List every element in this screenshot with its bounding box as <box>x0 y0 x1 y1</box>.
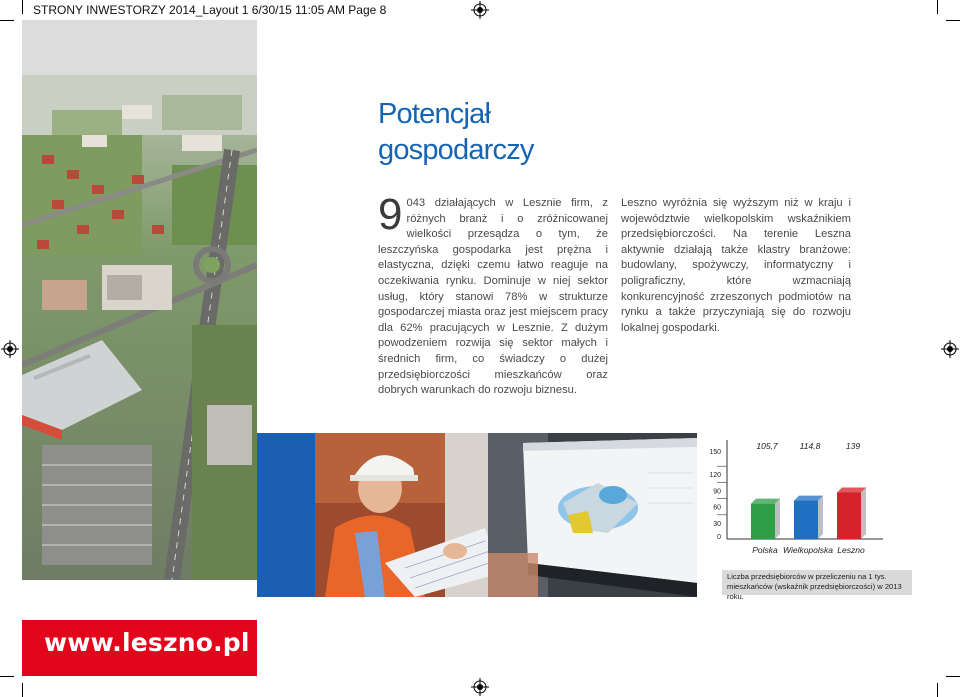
crop-mark <box>937 0 938 14</box>
bar-value-label: 139 <box>845 441 861 451</box>
chart-caption: Liczba przedsiębiorców w przeliczeniu na 1 tys. mieszkańców (wskaźnik przedsiębiorczości) w 2013 roku. <box>727 572 902 601</box>
registration-mark-icon <box>471 678 489 696</box>
bar <box>751 504 775 539</box>
aerial-city-photo <box>22 75 257 580</box>
monitor-photo <box>488 433 697 597</box>
body-column-2 <box>621 196 851 336</box>
body-column-1 <box>378 190 608 399</box>
crop-mark <box>937 683 938 697</box>
body-paragraph-2: Leszno wyróżnia się wyższym niż w kraju i województwie wielkopolskim wskaźnikiem przedsiębiorczości. Na terenie Leszna aktywnie działają także klastry branżowe: budowlany, spożywczy, informatyczny i poligraficzny, które wzmacniają konkurencyjność zrzeszonych podmiotów na rynku a także przyczyniają się do rozwoju lokalnej gospodarki. <box>621 197 851 334</box>
crop-mark <box>22 683 23 697</box>
y-tick-label: 0 <box>717 534 721 541</box>
bar <box>837 492 861 539</box>
x-category-label: Wielkopolska <box>783 545 833 555</box>
registration-mark-icon <box>471 1 489 19</box>
grey-header-block <box>22 20 257 75</box>
crop-mark <box>0 676 14 677</box>
drop-cap: 9 <box>378 190 403 239</box>
x-category-label: Leszno <box>837 545 865 555</box>
bar-top <box>837 487 866 492</box>
crop-mark <box>22 0 23 14</box>
bar-side <box>861 487 866 539</box>
y-tick-label: 150 <box>709 449 721 456</box>
y-tick-label: 90 <box>713 488 721 496</box>
bar-top <box>794 496 823 501</box>
body-paragraph-1: 043 działających w Lesznie firm, z różnych branż i o zróżnicowanej wielkości przesądza o tym, że leszczyńska gospodarka jest prężna i elastyczna, dzięki czemu łatwo reaguje na oczekiwania rynku. Dominuje w niej sektor usług, który stanowi 78% w strukturze gospodarczej miasta oraz jest miejscem pracy dla 62% pracujących w Lesznie. Z dużym powodzeniem rozwija się sektor małych i średnich firm, co świadczy o dużej przedsiębiorczości mieszkańców oraz dobrych warunkach do rozwoju biznesu. <box>378 197 608 397</box>
bar-side <box>818 496 823 539</box>
registration-mark-icon <box>941 340 959 358</box>
y-tick-label: 120 <box>709 472 721 480</box>
entrepreneurship-bar-chart <box>705 430 935 570</box>
bar <box>794 501 818 539</box>
x-category-label: Polska <box>752 545 778 555</box>
page-title <box>378 96 628 168</box>
bar-top <box>751 499 780 504</box>
engineer-photo <box>315 433 501 597</box>
website-url[interactable]: www.leszno.pl <box>44 628 250 657</box>
y-tick-label: 60 <box>713 504 721 512</box>
crop-mark <box>0 20 14 21</box>
title-line-1: Potencjał <box>378 98 491 130</box>
crop-mark <box>946 676 960 677</box>
bar-value-label: 105,7 <box>756 441 778 451</box>
slug-text: STRONY INWESTORZY 2014_Layout 1 6/30/15 11:05 AM Page 8 <box>33 3 387 17</box>
bar-side <box>775 499 780 539</box>
y-tick-label: 30 <box>713 520 721 528</box>
registration-mark-icon <box>1 340 19 358</box>
bar-value-label: 114,8 <box>799 441 821 451</box>
crop-mark <box>946 20 960 21</box>
title-line-2: gospodarczy <box>378 134 534 166</box>
